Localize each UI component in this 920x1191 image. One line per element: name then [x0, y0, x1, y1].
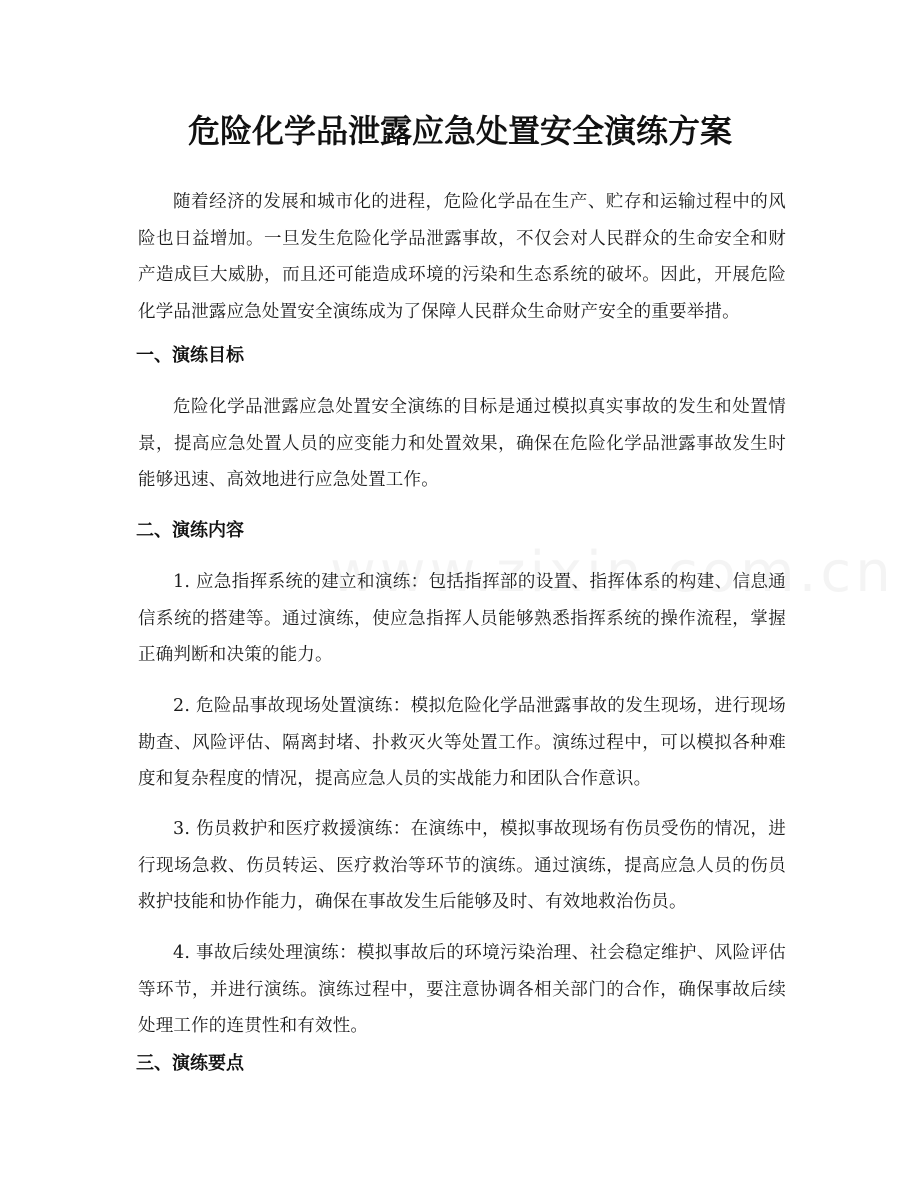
intro-paragraph: 随着经济的发展和城市化的进程，危险化学品在生产、贮存和运输过程中的风险也日益增加。一旦发生危险化学品泄露事故，不仅会对人民群众的生命安全和财产造成巨大威胁，而且还可能造成环境的污染和生态系统的破坏。因此，开展危险化学品泄露应急处置安全演练成为了保障人民群众生命财产安全的重要举措。 [138, 192, 786, 322]
content-item-2: 2. 危险品事故现场处置演练：模拟危险化学品泄露事故的发生现场，进行现场勘查、风险评估、隔离封堵、扑救灭火等处置工作。演练过程中，可以模拟各种难度和复杂程度的情况，提高应急人员的实战能力和团队合作意识。 [138, 696, 786, 789]
content-item-4: 4. 事故后续处理演练：模拟事故后的环境污染治理、社会稳定维护、风险评估等环节，并进行演练。演练过程中，要注意协调各相关部门的合作，确保事故后续处理工作的连贯性和有效性。 [138, 943, 786, 1036]
section-heading-goals: 一、演练目标 [136, 345, 244, 366]
section-heading-key-points: 三、演练要点 [136, 1053, 244, 1074]
document-title: 危险化学品泄露应急处置安全演练方案 [187, 112, 732, 150]
content-item-3: 3. 伤员救护和医疗救援演练：在演练中，模拟事故现场有伤员受伤的情况，进行现场急救、伤员转运、医疗救治等环节的演练。通过演练，提高应急人员的伤员救护技能和协作能力，确保在事故发生后能够及时、有效地救治伤员。 [138, 819, 786, 912]
content-item-1: 1. 应急指挥系统的建立和演练：包括指挥部的设置、指挥体系的构建、信息通信系统的搭建等。通过演练，使应急指挥人员能够熟悉指挥系统的操作流程，掌握正确判断和决策的能力。 [138, 572, 786, 665]
goals-paragraph: 危险化学品泄露应急处置安全演练的目标是通过模拟真实事故的发生和处置情景，提高应急处置人员的应变能力和处置效果，确保在危险化学品泄露事故发生时能够迅速、高效地进行应急处置工作。 [138, 397, 786, 490]
section-heading-content: 二、演练内容 [136, 520, 244, 541]
